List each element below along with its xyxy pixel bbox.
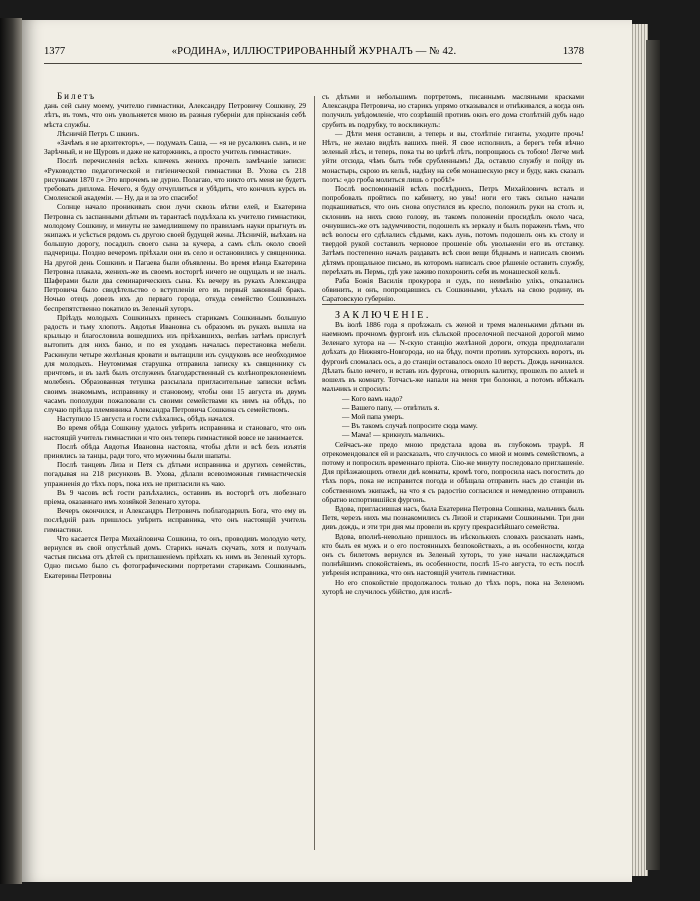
paragraph: Въ іюлѣ 1886 года я проѣзжалъ съ женой и тремя маленькими дѣтьми въ наемномъ прочномъ фургонѣ изъ сѣльской проселочной песчаной дорогой мимо Зеленаго хутора на — N-скую станцію желѣзной дороги, откуда предполагали доѣхать до Нижняго-Новгорода, но на бѣду, почти противъ хуторскихъ воротъ, въ фургонѣ сломалась ось, а до станціи оставалось около 10 верстъ. Дождь начинался. Дѣлать было нечего, и вставъ изъ фургона, отворилъ калитку, прошелъ по аллеѣ и вошелъ въ комнату. Тотчасъ-же напали на меня три болонки, а потомъ вбѣжалъ мальчикъ и спросилъ: [322, 319, 584, 394]
paragraph: Вдова, пригласившая насъ, была Екатерина Петровна Сошкина, мальчикъ быль Петя, черезъ нихъ мы познакомились съ Лизой и стариками Сошкиными. Три дни дивъ дождь, и эти три дня мы провели въ кругу прекраснѣйшаго семейства. [322, 503, 584, 532]
page-number-right: 1378 [562, 46, 584, 57]
paragraph: — Дѣти меня оставили, а теперь и вы, столѣтніе гиганты, уходите прочь! Нѣтъ, не желаю видѣть вашихъ пней. Я свое исполнилъ, а берегъ тебя вѣчно зеленый лѣсъ, и теперь, пока ты во цвѣтѣ лѣтъ, попрощаюсь съ тобою! Легче мнѣ уйти отсюда, чѣмъ быть тебя срубленнымъ! Да, оставлю службу и пойду въ монастырь, скрою въ кельѣ, надѣну на себя монашескую рясу и буду, какъ сказалъ поэтъ: «до гроба молиться лишь о гробѣ!» [322, 128, 584, 184]
paragraph: Пріѣздъ молодыхъ Сошкиныхъ принесъ старикамъ Сошкинымъ большую радость и тьму хлопотъ. Авдотья Ивановна съ образомъ въ рукахъ вышла на крыльцо и благословила вошедшихъ изъ пріѣхавшихъ, велѣвъ затѣмъ прислугѣ вытопить для нихъ баню, и по ея уходамъ началась перестановка мебели. Раскинули четыре желѣзныя кровати и вытащили изъ сундуковъ все необходимое для молодыхъ. Неутомимая старушка отправила записку къ священнику съ причтомъ, и въ залѣ былъ отслуженъ благодарственный съ колѣнопреклоненіемъ молебенъ. Образованная тетушка разсылала пригласительные записки всѣмъ своимъ знакомымъ, исправнику и становому, чтобы они 15 августа въ двумъ часамъ пополудни пожаловали съ своими семействами къ нимъ на обѣдъ, по случаю пріѣзда племянника Александра Петровича Сошкина съ семействомъ. [44, 312, 306, 414]
book-cover-edge [646, 40, 660, 870]
signature: Лѣсничій Петръ С шкинъ. [57, 128, 140, 138]
paragraph: Вдова, вполнѣ-невольно пришлось въ нѣсколькихъ словахъ разсказать намъ, кто былъ ея мужъ и о его постоянныхъ безпокойствахъ, а въ особенности, когда онъ съ билетомъ вернулся въ Зеленый хуторъ, то уже начали наслаждаться полнѣйшимъ спокойствіемъ, въ особенности, послѣ 15-го августа, то есть послѣ увѣренія исправника, что онъ настоящій учитель гимнастики. [322, 531, 584, 578]
paragraph: съ дѣтьми и небольшимъ портретомъ, писаннымъ масляными красками Александра Петровича, но старикъ упрямо отказывался и отнѣкивался, а когда онъ получилъ увѣдомленіе, что созрѣвшій противъ окнъ его дома столѣтній дубъ надо срубить въ подрубку, то воскликнулъ: [322, 92, 584, 129]
paragraph: Вечеръ окончился, и Александръ Петровичъ поблагодарилъ Бога, что ему въ послѣдній разъ пришлось увѣрить исправника, что онъ настоящій учитель гимнастики. [44, 506, 306, 534]
paragraph: Но его спокойствіе продолжалось только до тѣхъ поръ, пока на Зеленомъ хуторѣ не случилось убійство, для изслѣ- [322, 577, 584, 596]
dialogue-line: — Кого вамъ надо? [342, 393, 403, 403]
right-column [322, 92, 584, 596]
paragraph: Въ 9 часовъ всѣ гости разъѣхались, оставивъ въ восторгѣ отъ любезнаго пріема, оказаннаго имъ хозяйкой Зеленаго хутора. [44, 487, 306, 506]
header-rule [44, 63, 582, 64]
paragraph: Во время обѣда Сошкину удалось увѣрить исправника и становаго, что онъ настоящій учитель гимнастики и что онъ теперь гимнастикой вовсе не занимается. [44, 423, 306, 442]
paragraph: Послѣ танцевъ Лиза и Петя съ дѣтьми исправника и другихъ семействъ, погадывая на 218 рисунковъ В. Ухова, дѣлали всевозможныя гимнастическія упражненія до тѣхъ поръ, пока ихъ не пригласили къ чаю. [44, 460, 306, 488]
paragraph: Послѣ воспоминаній всѣхъ послѣднихъ, Петръ Михайловичъ всталъ и попробовалъ пройтись по кабинету, но увы! ноги его такъ сильно начали подкашиваться, что онъ снова опустился въ кресло, положилъ руки на столъ и, склонивъ на нихъ свою голову, въ такомъ положеніи просидѣлъ около часа, очнувшись-же отъ задумчивости, подошелъ къ зеркалу и былъ пораженъ тѣмъ, что всѣ волосы его сдѣлались сѣдыми, какъ лунь, потомъ подошелъ онъ къ столу и твердой рукой составилъ черновое прошеніе объ увольненіи его въ отставку. Затѣмъ постепенно началъ раздавать всѣ свои вещи бѣднымъ и написалъ своимъ дѣтямъ прощальное письмо, въ которомъ написалъ свое рѣшеніе оставить службу, переѣхать въ Пермь, гдѣ уже заживо похоронить себя въ монашеской кельѣ. [322, 184, 584, 276]
journal-title: «РОДИНА», ИЛЛЮСТРИРОВАННЫЙ ЖУРНАЛЪ — № 42. [171, 46, 457, 57]
section-title-ticket: Билетъ [57, 91, 97, 101]
section-title-conclusion: ЗАКЛЮЧЕНІЕ. [322, 304, 584, 320]
dialogue-line: — Вашего папу, — отвѣтилъ я. [342, 402, 440, 412]
paragraph: Что касается Петра Михайловича Сошкина, то онъ, проводивъ молодую чету, вернулся въ свой опустѣлый домъ. Старикъ началъ скучать, хотя и получалъ частыя письма отъ дѣтей съ приглашеніемъ пріѣхать къ нимъ въ Зеленый хуторъ. Одно письмо было съ фотографическими портретами старикамъ Сошкинымъ, Екатерины Петровны [44, 533, 306, 580]
paragraph: Раба Божія Василія прокурора и судъ, по неимѣнію улікъ, отказались обвинить, и онъ, попрощавшись съ Сошкиными, уѣхалъ на свою родину, въ Саратовскую губернію. [322, 276, 584, 304]
paragraph: Наступило 15 августа и гости съѣхались, обѣдъ начался. [57, 414, 235, 424]
book-spine [0, 18, 22, 884]
page-number-left: 1377 [44, 46, 66, 57]
dialogue-line: — Мой папа умеръ. [342, 411, 404, 421]
paragraph: Послѣ обѣда Авдотья Ивановна настояла, чтобы дѣти и всѣ безъ изъятія принялись за танцы, ради того, что мужчины были шапаты. [44, 441, 306, 460]
paragraph: дань сей сыну моему, учителю гимнастики, Александру Петровичу Сошкину, 29 лѣтъ, въ томъ, что онъ увольняется мною въ разныя губерніи для прінсканія себѣ мѣста службы. [44, 101, 306, 129]
column-divider [314, 96, 315, 850]
paragraph: Солнце начало проникивать свои лучи сквозь вѣтви елей, и Екатерина Петровна съ заспанными дѣтьми въ тарантасѣ подъѣхала къ учителю гимнастики, молодому Сошкину, и минуты не замедлившему по правиламъ науки прыгнуть въ экипажъ и усѣсться рядомъ съ другою своей будущей жены. Лѣсничій, выѣхавъ на большую дорогу, посадилъ своего сына за кучера, а самъ сѣлъ около своей падчерицы. Поздно вечеромъ пріѣхали они въ село и остановились у священника. На другой день Сошкинъ и Пагаева были объявлены. Во время вѣнца Екатерина Петровна плакала, женихъ-же въ своемъ восторгѣ ничего не ощущалъ и не зналъ. Шаферами были два семинарическихъ сына. Къ вечеру въ рукахъ Александра Петровича было свидѣтельство о вступленіи его въ первый законный бракъ. Ночью отецъ довезъ ихъ до перваго города, откуда семейство Сошкиныхъ беспрепятственно покатило въ Зеленый хуторъ. [44, 202, 306, 313]
paragraph: Сейчасъ-же предо мною предстала вдова въ глубокомъ траурѣ. Я отрекомендовался ей и разсказалъ, что случилось со мной и моимъ семействомъ, а потому и попросилъ временнаго пріюта. Сію-же минуту последовало приглашеніе. Для пріѣзжающихъ отвели двѣ комнаты, кромѣ того, попросила насъ погостить до тѣхъ поръ, пока не исправится погода и обѣщала отправить насъ до станціи въ собственномъ экипажѣ, на что я съ радостію согласился и немедленно отправилъ обратно испортившійся фургонъ. [322, 439, 584, 504]
dialogue-line: — Въ такомъ случаѣ попросите сюда маму. [342, 421, 478, 431]
dialogue-line: — Мама! — крикнулъ мальчикъ. [342, 430, 445, 440]
paragraph: «Зачѣмъ я не архитекторъ», — подумалъ Саша, — «я не русалкинъ сынъ, и не Зарѣчный, и не Щуровъ и даже не каторжникъ, а просто учитель гимнастики». [44, 138, 306, 157]
left-column [44, 92, 306, 580]
paragraph: Послѣ перечисленія всѣхъ кличекъ женихъ прочелъ замѣчаніе записи: «Руководство педагогической и гигіенической гимнастики В. Ухова съ 218 рисунками 1870 г.» Это впрочемъ не дурно. Полагаю, что никто отъ меня не будетъ требовать диплома. Нечего, я буду отчуплиться и убѣдить, что кончилъ курсъ въ Смоленской академіи. — Ну, да и за это спасибо! [44, 156, 306, 203]
running-header [44, 46, 584, 60]
